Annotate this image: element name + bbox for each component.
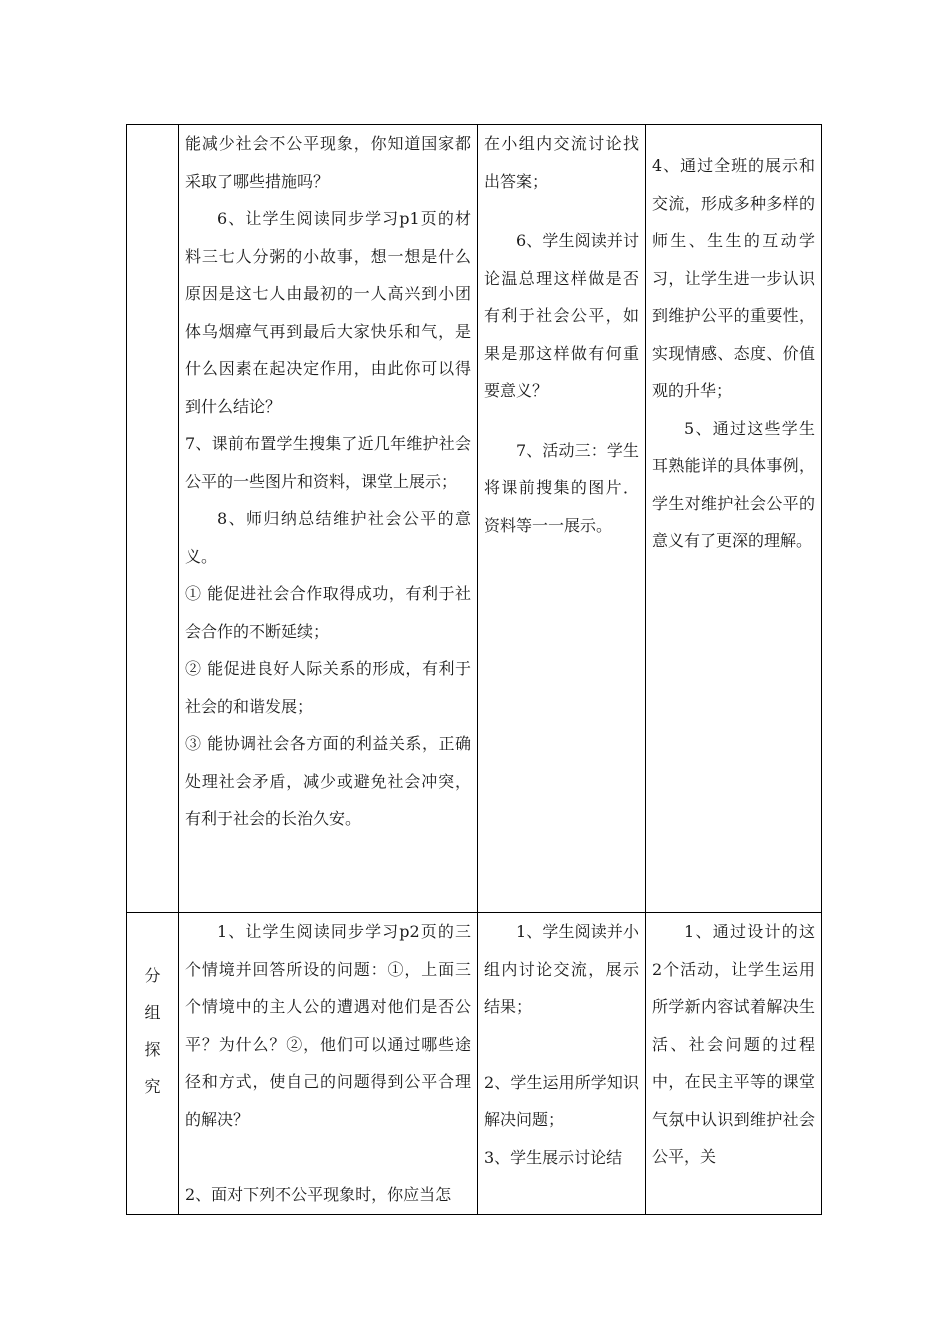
table-row (127, 125, 822, 913)
student-paragraph: 1、学生阅读并小组内讨论交流，展示结果； (484, 922, 639, 1016)
lesson-plan-table (126, 124, 822, 1215)
design-purpose-cell (646, 913, 822, 1215)
student-paragraph: 7、活动三：学生将课前搜集的图片．资料等一一展示。 (484, 440, 639, 535)
teacher-paragraph: 8、师归纳总结维护社会公平的意义。 (185, 509, 471, 566)
teacher-paragraph: ① 能促进社会合作取得成功，有利于社会合作的不断延续； (185, 584, 471, 641)
teacher-activity-cell (179, 913, 478, 1215)
purpose-paragraph: 4、通过全班的展示和交流，形成多种多样的师生、生生的互动学习，让学生进一步认识到维护公平的重要性，实现情感、态度、价值观的升华； (652, 156, 815, 400)
teacher-paragraph: 6、让学生阅读同步学习p1页的材料三七人分粥的小故事，想一想是什么原因是这七人由最初的一人高兴到小团体乌烟瘴气再到最后大家快乐和气，是什么因素在起决定作用，由此你可以得到什么结论？ (185, 209, 471, 416)
teacher-paragraph: ③ 能协调社会各方面的利益关系，正确处理社会矛盾，减少或避免社会冲突，有利于社会的长治久安。 (185, 734, 471, 828)
teacher-paragraph: 1、让学生阅读同步学习p2页的三个情境并回答所设的问题：①，上面三个情境中的主人公的遭遇对他们是否公平？为什么？②，他们可以通过哪些途径和方式，使自己的问题得到公平合理的解决？ (185, 922, 471, 1129)
purpose-paragraph: 5、通过这些学生耳熟能详的具体事例，学生对维护社会公平的意义有了更深的理解。 (652, 418, 815, 550)
purpose-paragraph: 1、通过设计的这2个活动，让学生运用所学新内容试着解决生活、社会问题的过程中，在民主平等的课堂气氛中认识到维护社会公平，关 (652, 922, 815, 1166)
table-row (127, 913, 822, 1215)
student-activity-cell (478, 125, 646, 913)
design-purpose-cell (646, 125, 822, 913)
teacher-paragraph: 2、面对下列不公平现象时，你应当怎 (185, 1185, 452, 1204)
student-paragraph: 3、学生展示讨论结 (484, 1147, 623, 1167)
teacher-activity-cell (179, 125, 478, 913)
student-paragraph: 2、学生运用所学知识解决问题； (484, 1072, 639, 1129)
student-paragraph: 在小组内交流讨论找出答案； (484, 134, 639, 191)
teacher-paragraph: 能减少社会不公平现象，你知道国家都采取了哪些措施吗？ (185, 134, 471, 191)
section-label-cell (127, 913, 179, 1215)
student-paragraph: 6、学生阅读并讨论温总理这样做是否有利于社会公平，如果是那这样做有何重要意义？ (484, 231, 639, 400)
section-label-cell (127, 125, 179, 913)
teacher-paragraph: 7、课前布置学生搜集了近几年维护社会公平的一些图片和资料，课堂上展示； (185, 434, 471, 491)
student-activity-cell (478, 913, 646, 1215)
section-label: 分组探究 (144, 966, 161, 1096)
teacher-paragraph: ② 能促进良好人际关系的形成，有利于社会的和谐发展； (185, 659, 471, 716)
